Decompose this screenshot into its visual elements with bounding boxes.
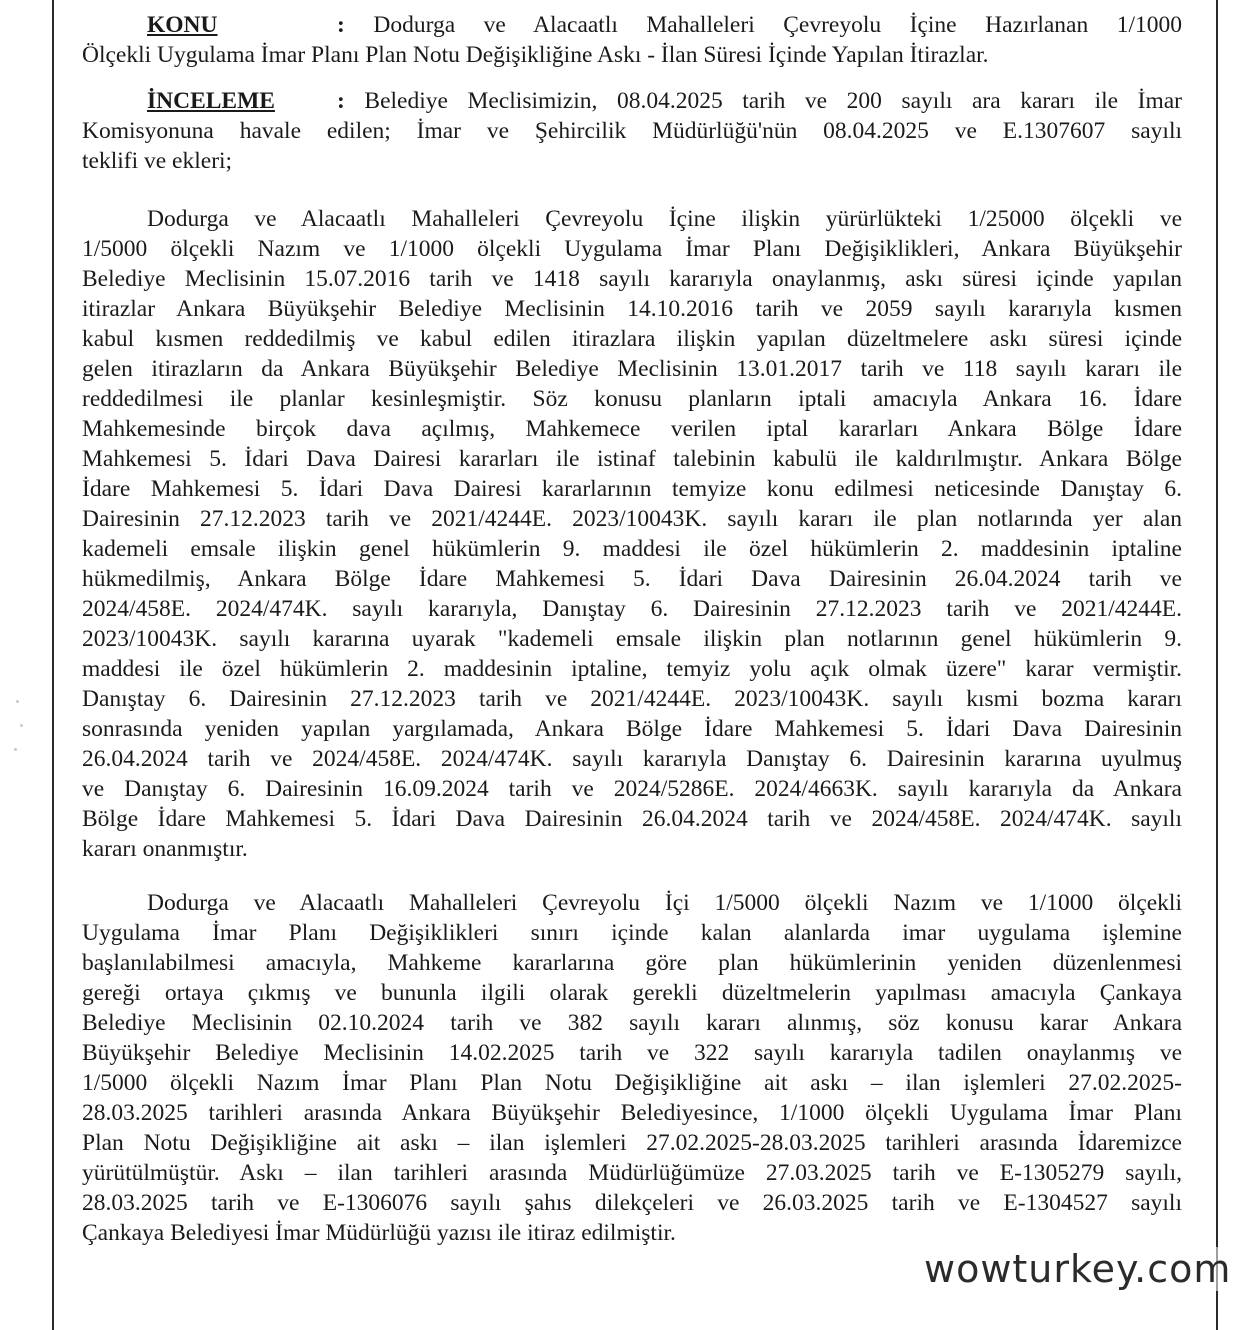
paragraph1-line: Belediye Meclisinin 15.07.2016 tarih ve 1418 sayılı kararıyla onaylanmış, askı süresi içinde yapılan xyxy=(82,266,1182,292)
paragraph1-line: 2023/10043K. sayılı kararına uyarak "kademeli emsale ilişkin plan notlarının genel hükümlerin 9. xyxy=(82,626,1182,652)
paragraph2-line: 28.03.2025 tarihleri arasında Ankara Büyükşehir Belediyesince, 1/1000 ölçekli Uygulama İmar Planı xyxy=(82,1100,1182,1126)
paragraph2-line: 1/5000 ölçekli Nazım İmar Planı Plan Notu Değişikliğine ait askı – ilan işlemleri 27.02.2025- xyxy=(82,1070,1182,1096)
watermark: wowturkey.com xyxy=(918,1247,1237,1291)
paragraph1-line: kabul kısmen reddedilmiş ve kabul edilen itirazlara ilişkin yapılan düzeltmelere askı süresi içinde xyxy=(82,326,1182,352)
paragraph1-line: reddedilmesi ile planlar kesinleşmiştir. Söz konusu planların iptali amacıyla Ankara 16. İdare xyxy=(82,386,1182,412)
paragraph2-line: Uygulama İmar Planı Değişiklikleri sınırı içinde kalan alanlarda imar uygulama işlemine xyxy=(82,920,1182,946)
paragraph2-line: gereği ortaya çıkmış ve bununla ilgili olarak gerekli düzeltmelerin yapılması amacıyla Çankaya xyxy=(82,980,1182,1006)
inceleme-text-line-3: teklifi ve ekleri; xyxy=(82,148,233,174)
paragraph1-line: Bölge İdare Mahkemesi 5. İdari Dava Dairesinin 26.04.2024 tarih ve 2024/458E. 2024/474K. sayılı xyxy=(82,806,1182,832)
paragraph1-line: Dairesinin 27.12.2023 tarih ve 2021/4244E. 2023/10043K. sayılı kararı ile plan notlarında yer alan xyxy=(82,506,1182,532)
paragraph1-line: İdare Mahkemesi 5. İdari Dava Dairesi kararlarının temyize konu edilmesi neticesinde Danıştay 6. xyxy=(82,476,1182,502)
paragraph1-line: itirazlar Ankara Büyükşehir Belediye Meclisinin 14.10.2016 tarih ve 2059 sayılı kararıyla kısmen xyxy=(82,296,1182,322)
paragraph1-line: sonrasında yeniden yapılan yargılamada, Ankara Bölge İdare Mahkemesi 5. İdari Dava Dairesinin xyxy=(82,716,1182,742)
paragraph2-line: Belediye Meclisinin 02.10.2024 tarih ve 382 sayılı kararı alınmış, söz konusu karar Ankara xyxy=(82,1010,1182,1036)
paragraph1-line: maddesi ile özel hükümlerin 2. maddesinin iptaline, temyiz yolu açık olmak üzere" karar vermiştir. xyxy=(82,656,1182,682)
inceleme-line xyxy=(82,86,1182,116)
paragraph2-line: yürütülmüştür. Askı – ilan tarihleri arasında Müdürlüğümüze 27.03.2025 tarih ve E-1305279 sayılı, xyxy=(82,1160,1182,1186)
paragraph-1 xyxy=(82,204,1182,864)
paragraph2-line: Çankaya Belediyesi İmar Müdürlüğü yazısı ile itiraz edilmiştir. xyxy=(82,1220,676,1246)
paragraph1-line: 1/5000 ölçekli Nazım ve 1/1000 ölçekli Uygulama İmar Planı Değişiklikleri, Ankara Büyükşehir xyxy=(82,236,1182,262)
paragraph1-line: kademeli emsale ilişkin genel hükümlerin 9. maddesi ile özel hükümlerin 2. maddesinin iptaline xyxy=(82,536,1182,562)
konu-label: KONU xyxy=(147,12,218,38)
paragraph1-line: hükmedilmiş, Ankara Bölge İdare Mahkemesi 5. İdari Dava Dairesinin 26.04.2024 tarih ve xyxy=(82,566,1182,592)
scan-speck xyxy=(14,748,17,751)
inceleme-section xyxy=(82,86,1182,176)
inceleme-text-line-1: Belediye Meclisimizin, 08.04.2025 tarih ve 200 sayılı ara kararı ile İmar xyxy=(364,88,1182,114)
paragraph2-line: Büyükşehir Belediye Meclisinin 14.02.2025 tarih ve 322 sayılı kararıyla tadilen onaylanmış ve xyxy=(82,1040,1182,1066)
paragraph1-line: gelen itirazların da Ankara Büyükşehir Belediye Meclisinin 13.01.2017 tarih ve 118 sayılı kararı ile xyxy=(82,356,1182,382)
page-edge-left xyxy=(52,0,54,1330)
paragraph1-line: 2024/458E. 2024/474K. sayılı kararıyla, Danıştay 6. Dairesinin 27.12.2023 tarih ve 2021/4244E. xyxy=(82,596,1182,622)
konu-colon: : xyxy=(337,12,345,38)
paragraph1-line: Dodurga ve Alacaatlı Mahalleleri Çevreyolu İçine ilişkin yürürlükteki 1/25000 ölçekli ve xyxy=(147,206,1182,232)
paragraph1-line: Danıştay 6. Dairesinin 27.12.2023 tarih ve 2021/4244E. 2023/10043K. sayılı kısmi bozma kararı xyxy=(82,686,1182,712)
paragraph2-line: Plan Notu Değişikliğine ait askı – ilan işlemleri 27.02.2025-28.03.2025 tarihleri arasında İdaremizce xyxy=(82,1130,1182,1156)
paragraph1-line: kararı onanmıştır. xyxy=(82,836,248,862)
paragraph-2 xyxy=(82,888,1182,1248)
paragraph2-line: 28.03.2025 tarih ve E-1306076 sayılı şahıs dilekçeleri ve 26.03.2025 tarih ve E-1304527 sayılı xyxy=(82,1190,1182,1216)
konu-text-line-2: Ölçekli Uygulama İmar Planı Plan Notu Değişikliğine Askı - İlan Süresi İçinde Yapılan İtirazlar. xyxy=(82,42,989,68)
paragraph1-line: ve Danıştay 6. Dairesinin 16.09.2024 tarih ve 2024/5286E. 2024/4663K. sayılı kararıyla da Ankara xyxy=(82,776,1182,802)
inceleme-colon: : xyxy=(337,88,345,114)
konu-text-line-1: Dodurga ve Alacaatlı Mahalleleri Çevreyolu İçine Hazırlanan 1/1000 xyxy=(373,12,1182,38)
paragraph2-line: başlanılabilmesi amacıyla, Mahkeme kararlarına göre plan hükümlerinin yeniden düzenlenmesi xyxy=(82,950,1182,976)
konu-section xyxy=(82,10,1182,70)
scan-speck xyxy=(20,724,23,727)
paragraph1-line: Mahkemesinde birçok dava açılmış, Mahkemece verilen iptal kararları Ankara Bölge İdare xyxy=(82,416,1182,442)
paragraph2-line: Dodurga ve Alacaatlı Mahalleleri Çevreyolu İçi 1/5000 ölçekli Nazım ve 1/1000 ölçekli xyxy=(147,890,1182,916)
page-edge-right xyxy=(1216,0,1218,1330)
konu-line xyxy=(82,10,1182,40)
scan-speck xyxy=(16,700,19,703)
inceleme-text-line-2: Komisyonuna havale edilen; İmar ve Şehircilik Müdürlüğü'nün 08.04.2025 ve E.1307607 sayılı xyxy=(82,118,1182,144)
paragraph1-line: 26.04.2024 tarih ve 2024/458E. 2024/474K. sayılı kararıyla Danıştay 6. Dairesinin kararına uyulmuş xyxy=(82,746,1182,772)
document-page xyxy=(82,10,1182,1248)
inceleme-label: İNCELEME xyxy=(147,88,275,114)
paragraph1-line: Mahkemesi 5. İdari Dava Dairesi kararları ile istinaf talebinin kabulü ile kaldırılmıştır. Ankara Bölge xyxy=(82,446,1182,472)
